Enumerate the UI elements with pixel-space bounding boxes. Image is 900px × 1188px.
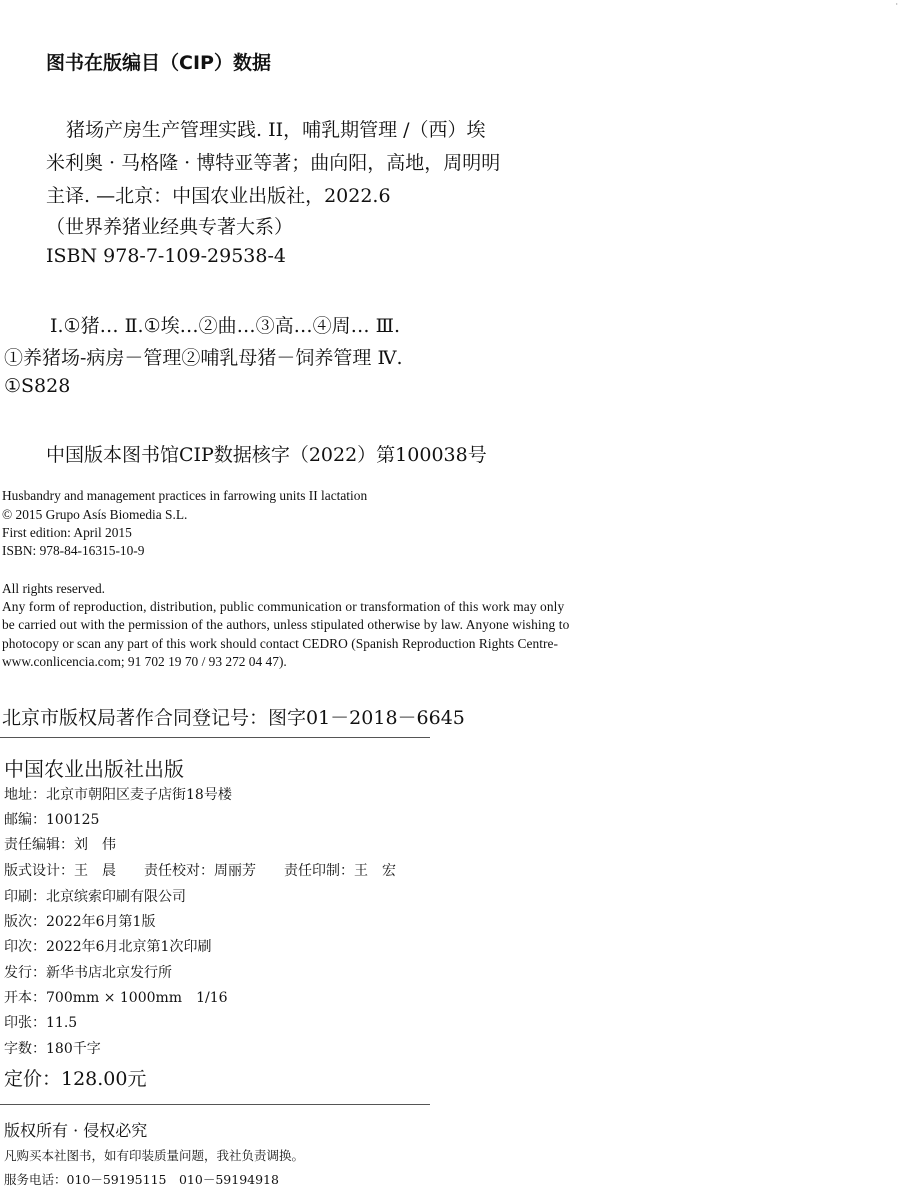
copyright-registration: 北京市版权局著作合同登记号：图字01－2018－6645 xyxy=(2,707,465,729)
rights-text-3: photocopy or scan any part of this work should contact CEDRO (Spanish Reproduction Rights Centre- xyxy=(2,636,559,651)
original-title: Husbandry and management practices in farrowing units II lactation xyxy=(2,488,368,503)
edition: 版次：2022年6月第1版 xyxy=(4,914,156,930)
publisher-postcode: 邮编：100125 xyxy=(4,812,100,828)
cip-line-3: 主译. —北京：中国农业出版社，2022.6 xyxy=(46,185,391,207)
cip-line-2: 米利奥 · 马格隆 · 博特亚等著；曲向阳，高地，周明明 xyxy=(46,152,501,174)
rights-notice: 版权所有 · 侵权必究 xyxy=(4,1121,148,1140)
original-isbn: ISBN: 978-84-16315-10-9 xyxy=(2,543,145,558)
cip-heading: 图书在版编目（CIP）数据 xyxy=(46,52,271,74)
original-edition: First edition: April 2015 xyxy=(2,525,132,540)
distributor: 发行：新华书店北京发行所 xyxy=(4,965,172,981)
cip-isbn: ISBN 978-7-109-29538-4 xyxy=(46,245,286,267)
cip-line-1: 猪场产房生产管理实践. II，哺乳期管理 /（西）埃 xyxy=(66,119,486,141)
format: 开本：700mm × 1000mm 1/16 xyxy=(4,990,228,1006)
publisher-name: 中国农业出版社出版 xyxy=(4,757,184,781)
rights-reserved: All rights reserved. xyxy=(2,581,106,596)
rights-text-1: Any form of reproduction, distribution, public communication or transformation of this work may only xyxy=(2,599,565,614)
divider-top xyxy=(0,737,430,738)
printing: 印次：2022年6月北京第1次印刷 xyxy=(4,939,212,955)
design-proof-print-credits: 版式设计：王 晨 责任校对：周丽芳 责任印制：王 宏 xyxy=(4,863,396,879)
cip-subject-2: ①养猪场-病房－管理②哺乳母猪－饲养管理 Ⅳ. xyxy=(4,347,403,369)
divider-bottom xyxy=(0,1104,430,1105)
word-count: 字数：180千字 xyxy=(4,1041,101,1057)
original-copyright: © 2015 Grupo Asís Biomedia S.L. xyxy=(2,507,188,522)
service-phone: 服务电话：010－59195115 010－59194918 xyxy=(4,1172,279,1187)
quality-notice: 凡购买本社图书，如有印装质量问题，我社负责调换。 xyxy=(4,1148,305,1163)
publisher-address: 地址：北京市朝阳区麦子店街18号楼 xyxy=(4,787,232,803)
printed-sheets: 印张：11.5 xyxy=(4,1015,78,1031)
printer: 印刷：北京缤索印刷有限公司 xyxy=(4,889,186,905)
responsible-editor: 责任编辑：刘 伟 xyxy=(4,837,116,853)
cip-subject-1: Ⅰ.①猪… Ⅱ.①埃…②曲…③高…④周… Ⅲ. xyxy=(50,315,401,337)
cip-subject-3: ①S828 xyxy=(4,375,71,397)
cip-record-number: 中国版本图书馆CIP数据核字（2022）第100038号 xyxy=(46,444,487,466)
rights-text-2: be carried out with the permission of the authors, unless stipulated otherwise by law. Anyone wishing to xyxy=(2,617,570,632)
cip-line-4: （世界养猪业经典专著大系） xyxy=(46,216,294,238)
rights-text-4: www.conlicencia.com; 91 702 19 70 / 93 272 04 47). xyxy=(2,654,287,669)
price: 定价：128.00元 xyxy=(4,1068,147,1090)
page-edge-mark: · xyxy=(895,0,898,9)
